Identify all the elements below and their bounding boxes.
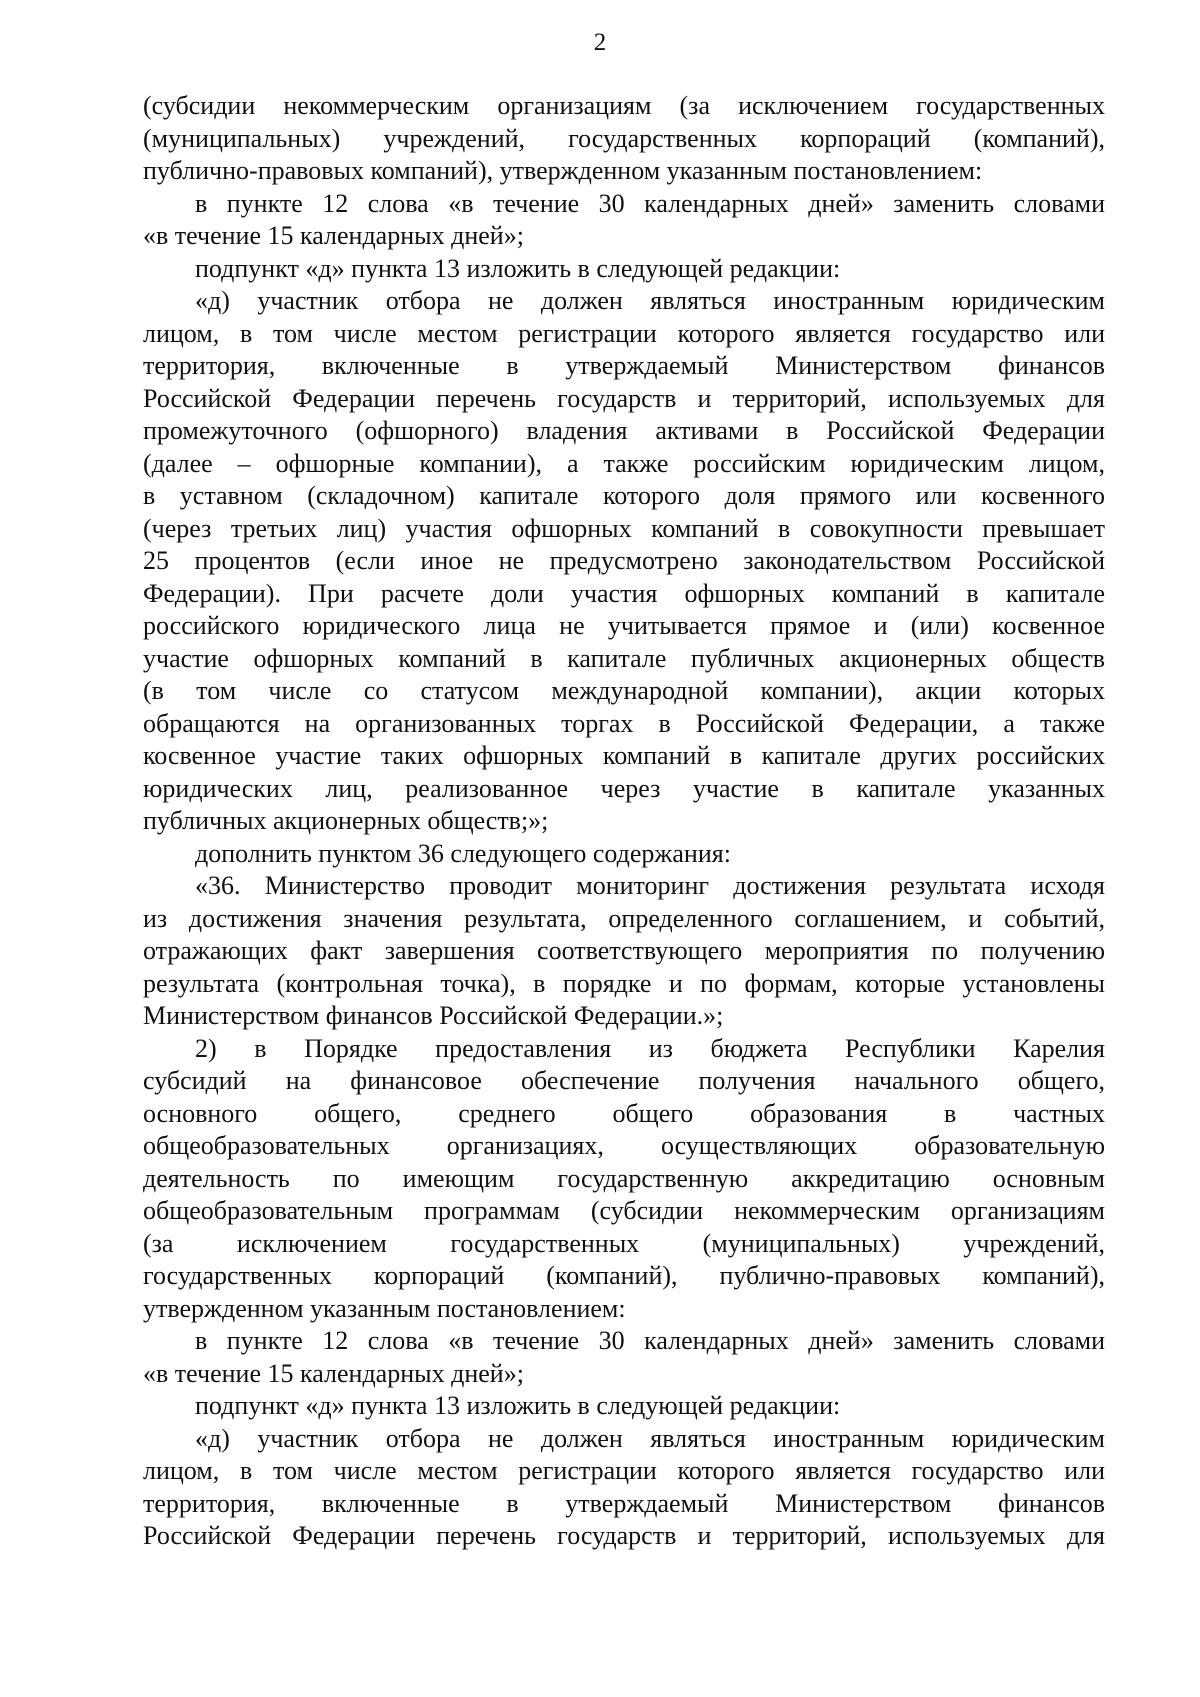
text-line: Российской Федерации перечень государств и территорий, используемых для — [143, 383, 1105, 413]
text-line: 2) в Порядке предоставления из бюджета Республики Карелия — [195, 1033, 1105, 1063]
text-line: (за исключением государственных (муниципальных) учреждений, — [143, 1228, 1105, 1258]
text-line: общеобразовательным программам (субсидии некоммерческим организациям — [143, 1196, 1105, 1225]
text-line: из достижения значения результата, определенного соглашением, и событий, — [143, 903, 1105, 933]
text-line: лицом, в том числе местом регистрации которого является государство или — [143, 1456, 1105, 1485]
text-line: деятельность по имеющим государственную аккредитацию основным — [143, 1163, 1105, 1193]
text-line: участие офшорных компаний в капитале публичных акционерных обществ — [143, 643, 1105, 673]
text-line: государственных корпораций (компаний), публично-правовых компаний), — [143, 1261, 1105, 1290]
text-line: (далее – офшорные компании), а также российским юридическим лицом, — [143, 448, 1105, 478]
text-line: дополнить пунктом 36 следующего содержания: — [195, 838, 731, 868]
document-body — [143, 90, 1105, 1553]
text-line: косвенное участие таких офшорных компаний в капитале других российских — [143, 741, 1105, 770]
text-line: обращаются на организованных торгах в Российской Федерации, а также — [143, 708, 1105, 738]
text-line: (через третьих лиц) участия офшорных компаний в совокупности превышает — [143, 513, 1105, 543]
text-line: общеобразовательных организациях, осуществляющих образовательную — [143, 1131, 1105, 1160]
text-line: территория, включенные в утверждаемый Министерством финансов — [143, 351, 1105, 380]
text-line: Министерством финансов Российской Федерации.»; — [143, 1001, 724, 1030]
text-line: в уставном (складочном) капитале которого доля прямого или косвенного — [143, 481, 1105, 510]
text-line: 25 процентов (если иное не предусмотрено законодательством Российской — [143, 546, 1105, 575]
text-line: территория, включенные в утверждаемый Министерством финансов — [143, 1488, 1105, 1518]
page-number: 2 — [593, 29, 607, 56]
text-line: Российской Федерации перечень государств и территорий, используемых для — [143, 1521, 1105, 1550]
text-line: отражающих факт завершения соответствующего мероприятия по получению — [143, 936, 1105, 965]
text-line: (в том числе со статусом международной компании), акции которых — [143, 676, 1105, 705]
text-line: утвержденном указанным постановлением: — [143, 1293, 626, 1323]
text-line: лицом, в том числе местом регистрации которого является государство или — [143, 318, 1105, 348]
text-line: субсидий на финансовое обеспечение получения начального общего, — [143, 1066, 1105, 1095]
text-line: «д) участник отбора не должен являться иностранным юридическим — [195, 1423, 1105, 1453]
text-line: подпункт «д» пункта 13 изложить в следующей редакции: — [195, 253, 841, 283]
text-line: «в течение 15 календарных дней»; — [143, 221, 524, 250]
text-line: «в течение 15 календарных дней»; — [143, 1358, 524, 1388]
text-line: в пункте 12 слова «в течение 30 календарных дней» заменить словами — [195, 188, 1105, 218]
text-line: юридических лиц, реализованное через участие в капитале указанных — [143, 773, 1105, 803]
text-line: публичных акционерных обществ;»; — [143, 806, 549, 835]
text-line: (субсидии некоммерческим организациям (за исключением государственных — [143, 91, 1105, 120]
text-line: подпункт «д» пункта 13 изложить в следующей редакции: — [195, 1391, 841, 1420]
text-line: Федерации). При расчете доли участия офшорных компаний в капитале — [143, 578, 1105, 608]
text-line: основного общего, среднего общего образования в частных — [143, 1098, 1105, 1128]
text-line: результата (контрольная точка), в порядке и по формам, которые установлены — [143, 968, 1105, 998]
text-line: «36. Министерство проводит мониторинг достижения результата исходя — [195, 871, 1105, 900]
text-line: в пункте 12 слова «в течение 30 календарных дней» заменить словами — [195, 1326, 1105, 1355]
text-line: (муниципальных) учреждений, государственных корпораций (компаний), — [143, 123, 1105, 153]
text-line: публично-правовых компаний), утвержденном указанным постановлением: — [143, 156, 983, 185]
text-line: «д) участник отбора не должен являться иностранным юридическим — [195, 286, 1105, 315]
text-line: промежуточного (офшорного) владения активами в Российской Федерации — [143, 416, 1105, 445]
text-line: российского юридического лица не учитывается прямое и (или) косвенное — [143, 611, 1105, 640]
